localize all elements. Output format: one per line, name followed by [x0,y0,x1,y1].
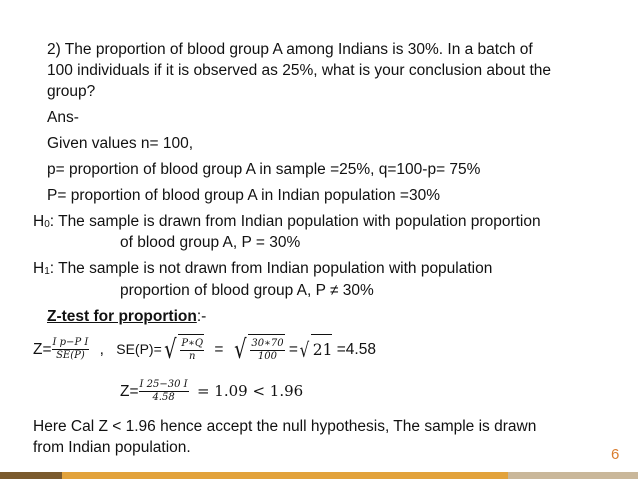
h1-subscript: 1 [44,266,50,277]
sqrt-21-value: 21 [311,334,333,365]
value-numerator: 30∗70 [251,337,284,349]
z-test-suffix: :- [196,308,207,325]
formula-equals: = [214,341,224,358]
null-hypothesis-cont: of blood group A, P = 30% [120,234,301,251]
calc-fraction [139,379,189,404]
z-denominator: SE(P) [56,350,85,362]
calc-rhs: = 1.09 < 1.96 [196,382,304,400]
z-calculation-row [120,376,303,407]
h0-symbol: H [33,213,45,230]
se-fraction [180,338,204,363]
bottom-bar-light [508,472,638,479]
z-numerator: I p−P I [52,337,89,349]
z-formula-row [33,334,376,365]
se-sqrt [162,334,204,365]
h0-text: : The sample is drawn from Indian population with population proportion [49,213,541,230]
calc-numerator: I 25−30 I [139,379,188,391]
z-test-title: Z-test for proportion [47,308,197,325]
h1-text: : The sample is not drawn from Indian population with population [49,260,493,277]
given-values: Given values n= 100, [47,135,194,152]
value-sqrt [232,334,285,365]
sqrt-symbol-2: √ [233,334,247,365]
sqrt-symbol-3: √ [299,337,310,362]
value-denominator: 100 [257,350,278,362]
population-proportion-line: P= proportion of blood group A in Indian population =30% [47,187,440,204]
question-line-1: 2) The proportion of blood group A among Indians is 30%. In a batch of [47,41,533,58]
value-fraction [250,338,284,363]
bottom-bar-orange [62,472,508,479]
z-test-heading [47,307,206,326]
conclusion-line-1: Here Cal Z < 1.96 hence accept the null hypothesis, The sample is drawn [33,418,537,435]
answer-label: Ans- [47,109,79,126]
question-line-3: group? [47,83,96,100]
sample-proportion-line: p= proportion of blood group A in sample =25%, q=100-p= 75% [47,161,481,178]
sqrt-21 [298,334,332,365]
page-number: 6 [611,446,620,463]
h0-subscript: 0 [44,219,50,230]
h1-symbol: H [33,260,45,277]
se-numerator: P∗Q [181,337,204,349]
formula-equals-2: = [288,341,298,358]
calc-z-lhs: Z= [120,383,139,400]
se-denominator: n [188,350,196,362]
calc-denominator: 4.58 [152,392,175,404]
sqrt-symbol: √ [163,334,177,365]
z-lhs: Z= [33,341,52,358]
null-hypothesis [33,212,541,233]
z-fraction [52,337,90,362]
alternative-hypothesis [33,259,492,280]
conclusion-line-2: from Indian population. [33,439,191,456]
formula-comma: , [99,341,104,358]
alternative-hypothesis-cont: proportion of blood group A, P ≠ 30% [120,282,374,299]
question-line-2: 100 individuals if it is observed as 25%, what is your conclusion about the [47,62,552,79]
se-lhs: SE(P)= [116,341,162,357]
bottom-bar-dark [0,472,62,479]
formula-result: =4.58 [332,341,376,358]
